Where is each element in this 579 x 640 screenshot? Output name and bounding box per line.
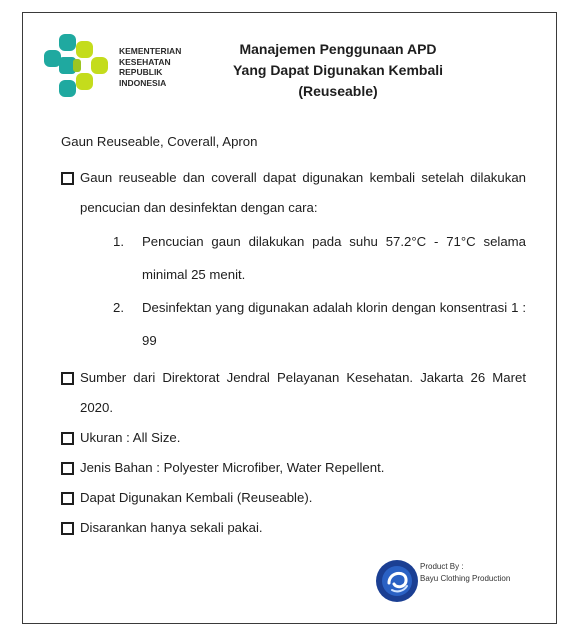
ministry-line-3: REPUBLIK: [119, 67, 163, 77]
ministry-line-1: KEMENTERIAN: [119, 46, 182, 56]
checkbox-icon: [61, 432, 74, 445]
bullet-item-source: [61, 363, 526, 423]
bullet-text: Jenis Bahan : Polyester Microfiber, Water Repellent.: [80, 460, 385, 475]
checkbox-icon: [61, 372, 74, 385]
document-card: [22, 12, 557, 624]
document-header: [23, 13, 556, 113]
step-number: 2.: [113, 300, 124, 315]
section-subtitle: Gaun Reuseable, Coverall, Apron: [61, 134, 258, 149]
document-body: [61, 132, 526, 543]
bullet-text: Sumber dari Direktorat Jendral Pelayanan Kesehatan. Jakarta 26 Maret 2020.: [80, 370, 526, 415]
bullet-item-single-use: [61, 513, 526, 543]
step-number: 1.: [113, 234, 124, 249]
ministry-line-4: INDONESIA: [119, 77, 167, 88]
bullet-item-material: [61, 453, 526, 483]
step-item-2: [113, 291, 526, 357]
bullet-text: Ukuran : All Size.: [80, 430, 181, 445]
document-title: [203, 39, 473, 102]
bullet-text: Disarankan hanya sekali pakai.: [80, 520, 263, 535]
bullet-text: Dapat Digunakan Kembali (Reuseable).: [80, 490, 313, 505]
product-by-label: Product By :: [420, 562, 464, 571]
bayu-clothing-logo-icon: [375, 559, 419, 603]
title-line-3: (Reuseable): [298, 83, 378, 99]
ministry-line-2: KESEHATAN: [119, 56, 171, 67]
checkbox-icon: [61, 492, 74, 505]
kemenkes-logo-icon: [43, 33, 109, 99]
bullet-text: Gaun reuseable dan coverall dapat digunakan kembali setelah dilakukan pencucian dan desinfektan dengan cara:: [80, 170, 526, 215]
step-item-1: [113, 225, 526, 291]
bullet-item-reusable: [61, 483, 526, 513]
checkbox-icon: [61, 172, 74, 185]
step-text: Desinfektan yang digunakan adalah klorin dengan konsentrasi 1 : 99: [142, 300, 526, 348]
bullet-item-size: [61, 423, 526, 453]
checkbox-icon: [61, 522, 74, 535]
producer-name: Bayu Clothing Production: [420, 574, 511, 583]
producer-credit: [375, 559, 555, 615]
step-text: Pencucian gaun dilakukan pada suhu 57.2°C - 71°C selama minimal 25 menit.: [142, 234, 526, 282]
numbered-steps: [61, 225, 526, 357]
title-line-2: Yang Dapat Digunakan Kembali: [232, 62, 444, 78]
ministry-name: [119, 46, 181, 88]
checkbox-icon: [61, 462, 74, 475]
title-line-1: Manajemen Penggunaan APD: [239, 41, 437, 57]
bullet-item-washing: [61, 163, 526, 223]
